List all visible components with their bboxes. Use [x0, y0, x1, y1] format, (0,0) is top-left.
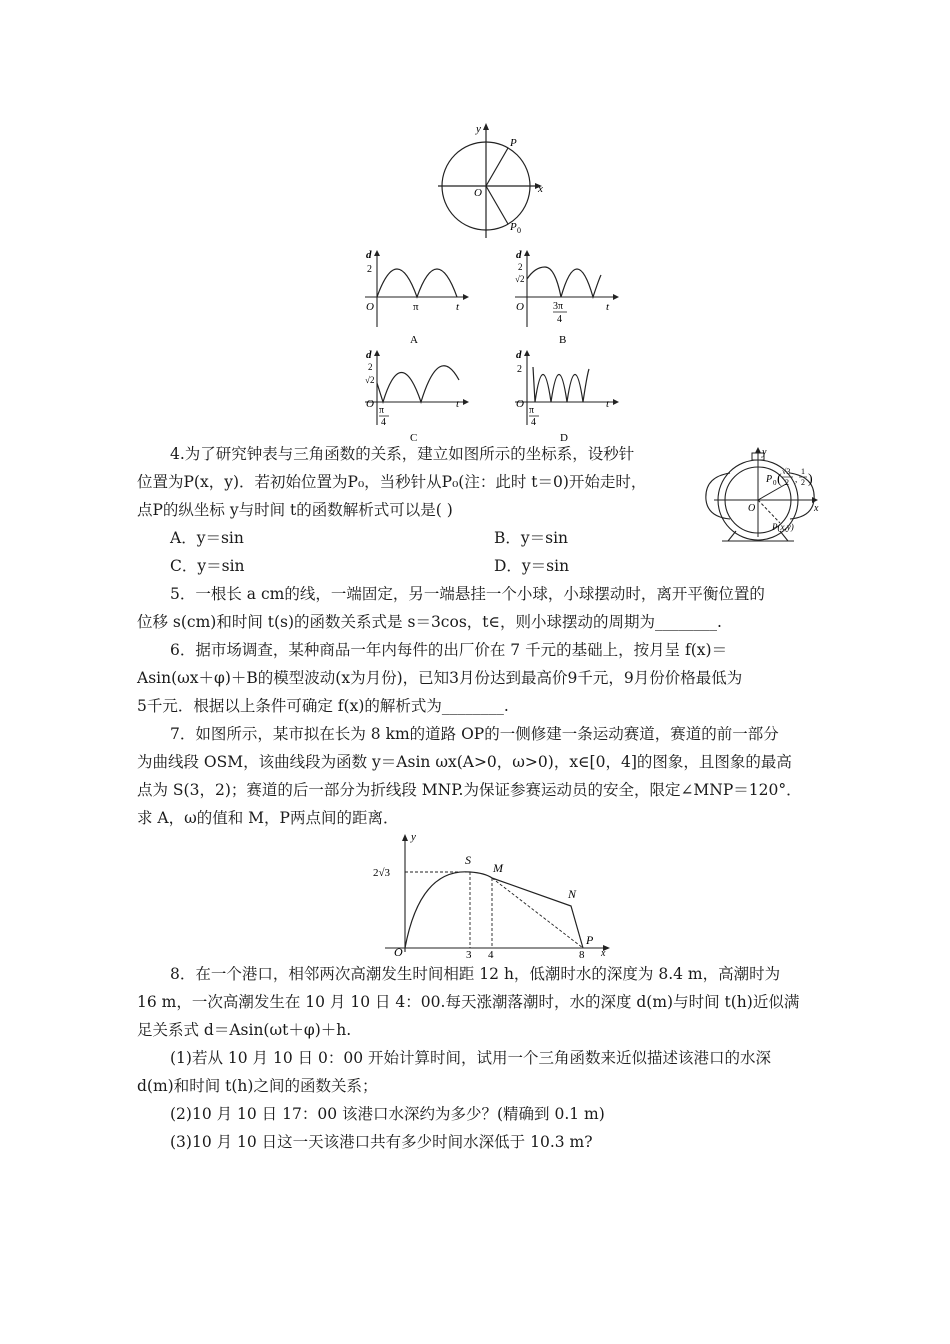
track-s-label: S: [465, 853, 471, 867]
graph-d-d-label: d: [516, 349, 522, 361]
clock-p0-den2: 2: [801, 478, 805, 487]
circle-x-label: x: [538, 183, 543, 195]
clock-y-label: y: [762, 447, 767, 458]
svg-text:): ): [808, 472, 813, 487]
graph-a-t-label: t: [456, 301, 460, 313]
q8-line-2: 16 m，一次高潮发生在 10 月 10 日 4：00.每天涨潮落潮时，水的深度 d(m)与时间 t(h)近似满: [137, 993, 800, 1011]
svg-text:,: ,: [795, 474, 798, 484]
clock-p-label: P(x,y): [772, 522, 794, 532]
graph-a-tick-y: 2: [367, 264, 372, 275]
graph-b-tick-x-num: 3π: [553, 301, 564, 312]
q7-line-4: 求 A，ω的值和 M，P两点间的距离．: [137, 809, 399, 827]
q4-line-2: 位置为P(x，y)．若初始位置为P₀，当秒针从P₀(注：此时 t＝0)开始走时，: [137, 473, 647, 491]
graph-b-d-label: d: [516, 249, 522, 261]
clock-p0-num1: √3: [782, 467, 791, 476]
circle-y-label: y: [476, 123, 481, 135]
track-y-tick: 2√3: [373, 867, 391, 879]
q8-sub1-line-1: (1)若从 10 月 10 日 0：00 开始计算时间，试用一个三角函数来近似描述该港口的水深: [170, 1049, 772, 1067]
q7-line-2: 为曲线段 OSM，该曲线段为函数 y＝Asin ωx(A>0，ω>0)，x∈[0，4]的图象，且图象的最高: [137, 753, 792, 771]
q7-line-3: 点为 S(3，2)；赛道的后一部分为折线段 MNP.为保证参赛运动员的安全，限定∠MNP＝120°．: [137, 781, 802, 799]
graph-c-tick-x-den: 4: [381, 417, 386, 428]
graph-b-t-label: t: [606, 301, 610, 313]
graph-c: [355, 345, 475, 445]
track-p-label: P: [586, 933, 594, 947]
graph-c-d-label: d: [366, 349, 372, 361]
graph-d-tick-x-den: 4: [531, 417, 536, 428]
graph-d-caption: D: [560, 432, 568, 444]
graph-c-caption: C: [410, 432, 418, 444]
track-x-label: x: [601, 948, 606, 958]
graph-c-t-label: t: [456, 398, 460, 410]
track-figure: [365, 828, 615, 958]
q4-option-a: A．y＝sin: [170, 529, 244, 547]
circle-p0-label: P: [510, 221, 517, 233]
q5-line-1: 5．一根长 a cm的线，一端固定，另一端悬挂一个小球，小球摆动时，离开平衡位置的: [170, 585, 765, 603]
graph-a-origin: O: [366, 301, 374, 313]
graph-b-tick-y1: 2: [518, 262, 523, 272]
circle-p-label: P: [510, 137, 517, 149]
circle-figure: [430, 118, 550, 243]
q5-line-2: 位移 s(cm)和时间 t(s)的函数关系式是 s＝3cos，t∈，则小球摆动的周期为________.: [137, 613, 722, 631]
graph-a-tick-x: π: [413, 301, 419, 313]
track-n-label: N: [568, 887, 577, 901]
graph-a-caption: A: [410, 334, 418, 346]
track-x-tick-4: 4: [488, 949, 494, 958]
q8-sub3: (3)10 月 10 日这一天该港口共有多少时间水深低于 10.3 m?: [170, 1133, 593, 1151]
graph-d-tick-x-num: π: [529, 405, 535, 416]
q4-line-3: 点P的纵坐标 y与时间 t的函数解析式可以是( ): [137, 501, 453, 519]
q8-line-1: 8．在一个港口，相邻两次高潮发生时间相距 12 h，低潮时水的深度为 8.4 m，高潮时为: [170, 965, 781, 983]
svg-text:(: (: [777, 472, 782, 487]
clock-p0-num2: 1: [801, 467, 805, 476]
track-m-label: M: [493, 861, 503, 875]
graph-c-origin: O: [366, 398, 374, 410]
track-y-label: y: [411, 831, 416, 843]
q8-sub1-line-2: d(m)和时间 t(h)之间的函数关系；: [137, 1077, 378, 1095]
clock-p0-sub: 0: [773, 479, 777, 487]
graph-d-origin: O: [516, 398, 524, 410]
graph-d-t-label: t: [606, 398, 610, 410]
q4-line-1: 4.为了研究钟表与三角函数的关系，建立如图所示的坐标系，设秒针: [170, 445, 635, 463]
graph-d: [505, 345, 625, 445]
q8-line-3: 足关系式 d＝Asin(ωt＋φ)＋h.: [137, 1021, 352, 1039]
clock-p0-label: P: [766, 474, 773, 485]
circle-origin-label: O: [474, 187, 482, 199]
q6-line-2: Asin(ωx＋φ)＋B的模型波动(x为月份)，已知3月份达到最高价9千元，9月份价格最低为: [137, 669, 743, 687]
clock-x-label: x: [814, 503, 819, 514]
track-x-tick-3: 3: [466, 949, 472, 958]
clock-p0-den1: 2: [785, 478, 789, 487]
graph-b-tick-x-den: 4: [557, 314, 562, 325]
clock-origin-label: O: [748, 503, 756, 514]
graph-a-d-label: d: [366, 249, 372, 261]
graph-b-caption: B: [559, 334, 567, 346]
track-origin-label: O: [394, 945, 403, 958]
graph-c-tick-x-num: π: [379, 405, 385, 416]
q4-option-c: C．y＝sin: [170, 557, 245, 575]
q8-sub2: (2)10 月 10 日 17：00 该港口水深约为多少？(精确到 0.1 m): [170, 1105, 605, 1123]
graph-c-tick-y1: 2: [368, 362, 373, 372]
q4-option-b: B．y＝sin: [494, 529, 569, 547]
graph-b-tick-y2: √2: [515, 274, 525, 284]
q7-line-1: 7．如图所示，某市拟在长为 8 km的道路 OP的一侧修建一条运动赛道，赛道的前一部分: [170, 725, 779, 743]
graph-d-tick-y: 2: [517, 364, 522, 375]
circle-p0-sub: 0: [517, 226, 521, 235]
graph-c-tick-y2: √2: [365, 375, 375, 385]
graph-b: [505, 245, 625, 350]
clock-figure: [700, 445, 825, 545]
graph-a: [355, 245, 475, 350]
q6-line-3: 5千元．根据以上条件可确定 f(x)的解析式为________.: [137, 697, 509, 715]
track-x-tick-8: 8: [579, 949, 585, 958]
q6-line-1: 6．据市场调查，某种商品一年内每件的出厂价在 7 千元的基础上，按月呈 f(x)＝: [170, 641, 728, 659]
graph-b-origin: O: [516, 301, 524, 313]
q4-option-d: D．y＝sin: [494, 557, 570, 575]
